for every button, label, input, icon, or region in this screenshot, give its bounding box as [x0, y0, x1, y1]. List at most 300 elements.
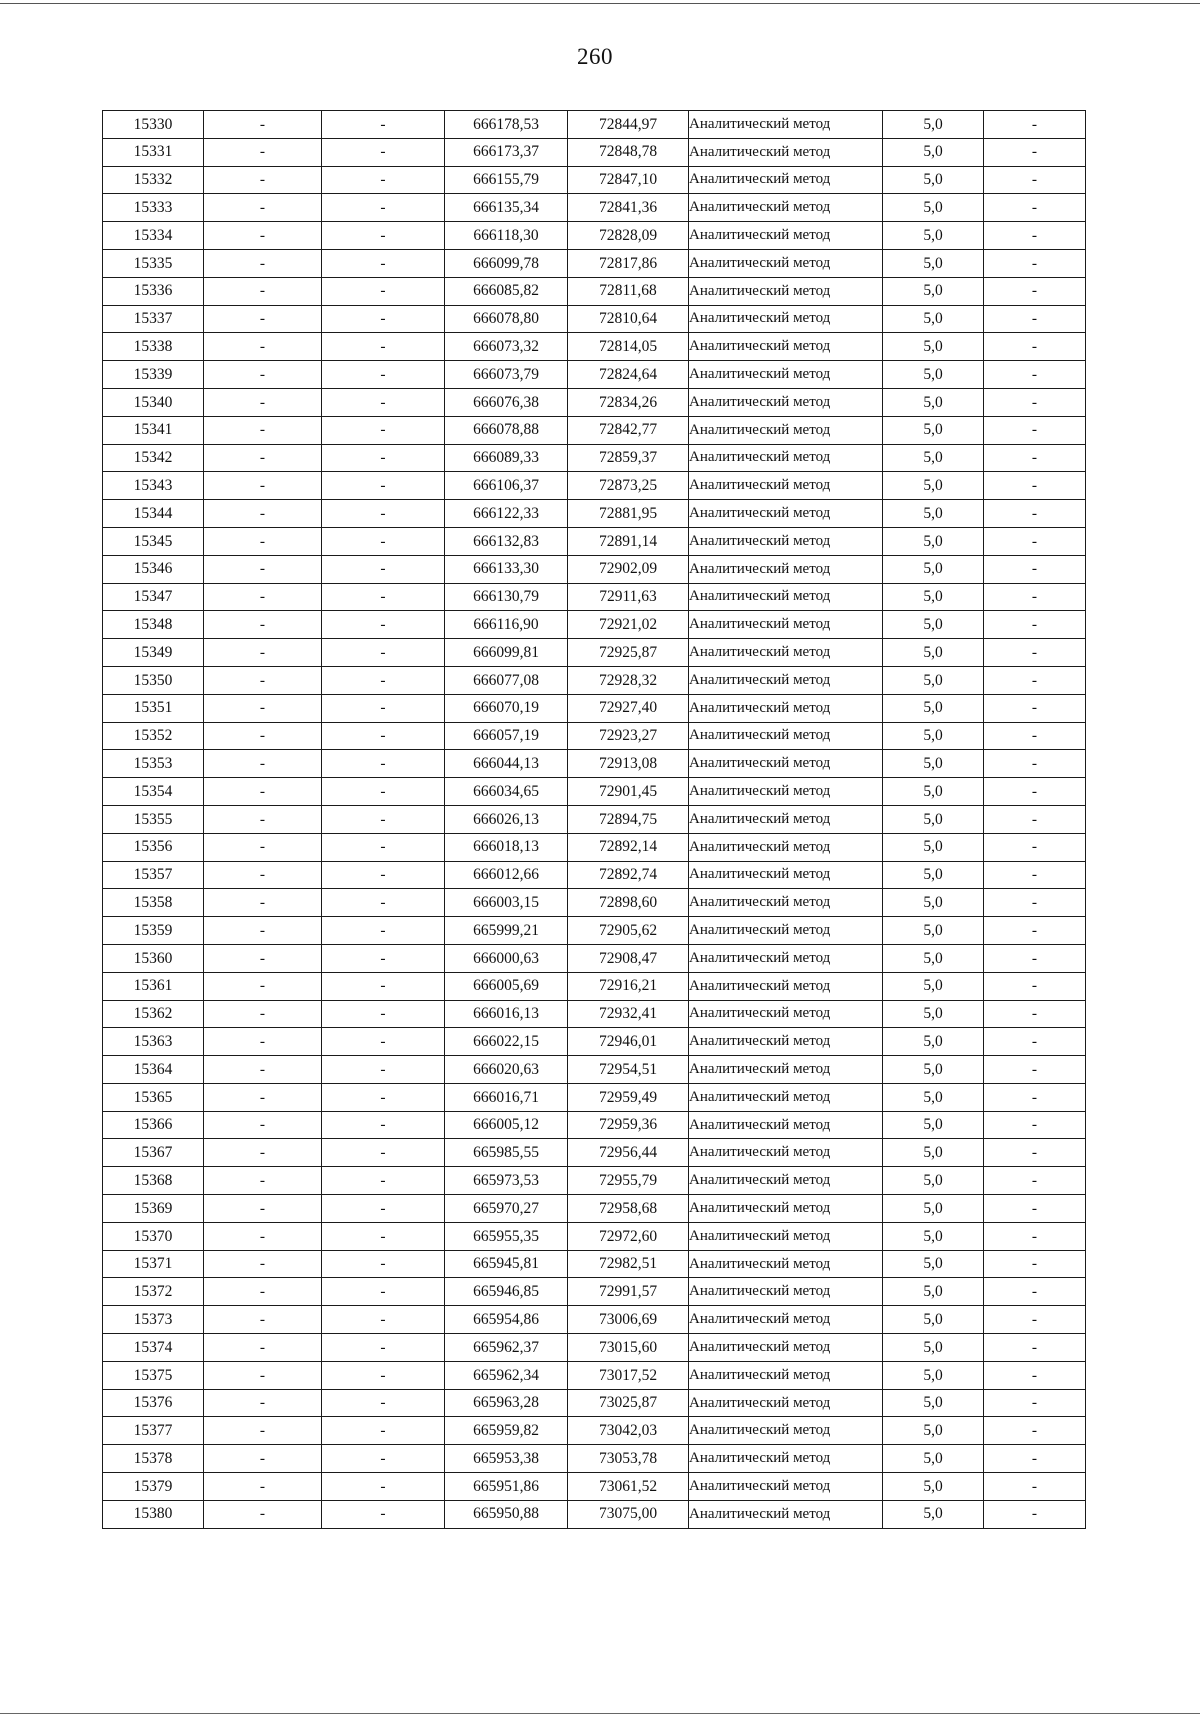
accuracy-cell: 5,0: [883, 361, 984, 389]
accuracy-cell: 5,0: [883, 249, 984, 277]
y-coordinate-cell: 72847,10: [568, 166, 689, 194]
empty-cell: -: [322, 889, 445, 917]
y-coordinate-cell: 72873,25: [568, 472, 689, 500]
x-coordinate-cell: 665985,55: [445, 1139, 568, 1167]
accuracy-cell: 5,0: [883, 1445, 984, 1473]
point-number-cell: 15374: [103, 1334, 204, 1362]
empty-cell: -: [322, 722, 445, 750]
y-coordinate-cell: 72834,26: [568, 388, 689, 416]
empty-cell: -: [984, 750, 1086, 778]
method-cell: Аналитический метод: [689, 500, 883, 528]
accuracy-cell: 5,0: [883, 750, 984, 778]
x-coordinate-cell: 666076,38: [445, 388, 568, 416]
empty-cell: -: [204, 1334, 322, 1362]
x-coordinate-cell: 666005,69: [445, 972, 568, 1000]
y-coordinate-cell: 73017,52: [568, 1361, 689, 1389]
accuracy-cell: 5,0: [883, 1056, 984, 1084]
method-cell: Аналитический метод: [689, 1306, 883, 1334]
empty-cell: -: [984, 166, 1086, 194]
accuracy-cell: 5,0: [883, 694, 984, 722]
table-row: [103, 861, 1086, 889]
empty-cell: -: [984, 1445, 1086, 1473]
y-coordinate-cell: 72911,63: [568, 583, 689, 611]
method-cell: Аналитический метод: [689, 805, 883, 833]
empty-cell: -: [322, 527, 445, 555]
x-coordinate-cell: 666106,37: [445, 472, 568, 500]
y-coordinate-cell: 72923,27: [568, 722, 689, 750]
empty-cell: -: [322, 750, 445, 778]
table-row: [103, 388, 1086, 416]
empty-cell: -: [204, 555, 322, 583]
empty-cell: -: [984, 444, 1086, 472]
method-cell: Аналитический метод: [689, 1500, 883, 1528]
x-coordinate-cell: 666016,71: [445, 1083, 568, 1111]
table-row: [103, 222, 1086, 250]
point-number-cell: 15375: [103, 1361, 204, 1389]
empty-cell: -: [322, 861, 445, 889]
y-coordinate-cell: 72928,32: [568, 666, 689, 694]
y-coordinate-cell: 73006,69: [568, 1306, 689, 1334]
empty-cell: -: [204, 833, 322, 861]
empty-cell: -: [204, 472, 322, 500]
empty-cell: -: [984, 944, 1086, 972]
method-cell: Аналитический метод: [689, 1417, 883, 1445]
y-coordinate-cell: 72844,97: [568, 111, 689, 139]
accuracy-cell: 5,0: [883, 1083, 984, 1111]
method-cell: Аналитический метод: [689, 194, 883, 222]
x-coordinate-cell: 666132,83: [445, 527, 568, 555]
table-row: [103, 1083, 1086, 1111]
table-row: [103, 1445, 1086, 1473]
table-row: [103, 917, 1086, 945]
empty-cell: -: [204, 1278, 322, 1306]
accuracy-cell: 5,0: [883, 333, 984, 361]
empty-cell: -: [204, 1306, 322, 1334]
y-coordinate-cell: 73053,78: [568, 1445, 689, 1473]
empty-cell: -: [984, 416, 1086, 444]
point-number-cell: 15368: [103, 1167, 204, 1195]
x-coordinate-cell: 665950,88: [445, 1500, 568, 1528]
table-row: [103, 194, 1086, 222]
accuracy-cell: 5,0: [883, 388, 984, 416]
empty-cell: -: [204, 500, 322, 528]
point-number-cell: 15343: [103, 472, 204, 500]
point-number-cell: 15344: [103, 500, 204, 528]
empty-cell: -: [204, 972, 322, 1000]
empty-cell: -: [322, 277, 445, 305]
y-coordinate-cell: 72902,09: [568, 555, 689, 583]
y-coordinate-cell: 72811,68: [568, 277, 689, 305]
x-coordinate-cell: 666130,79: [445, 583, 568, 611]
empty-cell: -: [322, 472, 445, 500]
empty-cell: -: [984, 722, 1086, 750]
y-coordinate-cell: 72959,36: [568, 1111, 689, 1139]
empty-cell: -: [322, 1056, 445, 1084]
accuracy-cell: 5,0: [883, 666, 984, 694]
empty-cell: -: [984, 111, 1086, 139]
table-row: [103, 444, 1086, 472]
table-row: [103, 111, 1086, 139]
empty-cell: -: [322, 194, 445, 222]
empty-cell: -: [204, 889, 322, 917]
point-number-cell: 15333: [103, 194, 204, 222]
empty-cell: -: [984, 1417, 1086, 1445]
point-number-cell: 15334: [103, 222, 204, 250]
table-row: [103, 138, 1086, 166]
point-number-cell: 15367: [103, 1139, 204, 1167]
y-coordinate-cell: 72954,51: [568, 1056, 689, 1084]
y-coordinate-cell: 72828,09: [568, 222, 689, 250]
accuracy-cell: 5,0: [883, 583, 984, 611]
x-coordinate-cell: 666118,30: [445, 222, 568, 250]
empty-cell: -: [984, 527, 1086, 555]
x-coordinate-cell: 666085,82: [445, 277, 568, 305]
accuracy-cell: 5,0: [883, 1500, 984, 1528]
accuracy-cell: 5,0: [883, 194, 984, 222]
empty-cell: -: [984, 583, 1086, 611]
table-row: [103, 1473, 1086, 1501]
empty-cell: -: [322, 1167, 445, 1195]
point-number-cell: 15348: [103, 611, 204, 639]
point-number-cell: 15376: [103, 1389, 204, 1417]
point-number-cell: 15330: [103, 111, 204, 139]
point-number-cell: 15352: [103, 722, 204, 750]
empty-cell: -: [322, 138, 445, 166]
x-coordinate-cell: 666078,88: [445, 416, 568, 444]
method-cell: Аналитический метод: [689, 527, 883, 555]
method-cell: Аналитический метод: [689, 1334, 883, 1362]
empty-cell: -: [322, 583, 445, 611]
table-row: [103, 1056, 1086, 1084]
empty-cell: -: [984, 1195, 1086, 1223]
page-number: 260: [577, 44, 613, 69]
table-row: [103, 694, 1086, 722]
empty-cell: -: [204, 639, 322, 667]
empty-cell: -: [984, 1334, 1086, 1362]
method-cell: Аналитический метод: [689, 1445, 883, 1473]
table-row: [103, 527, 1086, 555]
empty-cell: -: [204, 361, 322, 389]
empty-cell: -: [322, 166, 445, 194]
table-row: [103, 833, 1086, 861]
accuracy-cell: 5,0: [883, 1389, 984, 1417]
accuracy-cell: 5,0: [883, 611, 984, 639]
empty-cell: -: [204, 416, 322, 444]
empty-cell: -: [984, 388, 1086, 416]
empty-cell: -: [322, 1028, 445, 1056]
empty-cell: -: [984, 778, 1086, 806]
table-row: [103, 1250, 1086, 1278]
x-coordinate-cell: 666078,80: [445, 305, 568, 333]
x-coordinate-cell: 665954,86: [445, 1306, 568, 1334]
method-cell: Аналитический метод: [689, 694, 883, 722]
empty-cell: -: [322, 833, 445, 861]
method-cell: Аналитический метод: [689, 388, 883, 416]
method-cell: Аналитический метод: [689, 778, 883, 806]
method-cell: Аналитический метод: [689, 305, 883, 333]
empty-cell: -: [322, 361, 445, 389]
x-coordinate-cell: 666026,13: [445, 805, 568, 833]
accuracy-cell: 5,0: [883, 639, 984, 667]
empty-cell: -: [204, 1195, 322, 1223]
empty-cell: -: [322, 1334, 445, 1362]
point-number-cell: 15336: [103, 277, 204, 305]
accuracy-cell: 5,0: [883, 1334, 984, 1362]
y-coordinate-cell: 72841,36: [568, 194, 689, 222]
x-coordinate-cell: 666034,65: [445, 778, 568, 806]
method-cell: Аналитический метод: [689, 889, 883, 917]
x-coordinate-cell: 666073,32: [445, 333, 568, 361]
empty-cell: -: [204, 1222, 322, 1250]
point-number-cell: 15342: [103, 444, 204, 472]
x-coordinate-cell: 666099,78: [445, 249, 568, 277]
accuracy-cell: 5,0: [883, 944, 984, 972]
empty-cell: -: [204, 694, 322, 722]
x-coordinate-cell: 666099,81: [445, 639, 568, 667]
y-coordinate-cell: 72898,60: [568, 889, 689, 917]
table-row: [103, 1389, 1086, 1417]
accuracy-cell: 5,0: [883, 222, 984, 250]
empty-cell: -: [322, 1250, 445, 1278]
table-row: [103, 305, 1086, 333]
empty-cell: -: [984, 1306, 1086, 1334]
point-number-cell: 15355: [103, 805, 204, 833]
table-row: [103, 583, 1086, 611]
x-coordinate-cell: 666089,33: [445, 444, 568, 472]
empty-cell: -: [322, 611, 445, 639]
empty-cell: -: [984, 1222, 1086, 1250]
y-coordinate-cell: 72892,74: [568, 861, 689, 889]
x-coordinate-cell: 666044,13: [445, 750, 568, 778]
y-coordinate-cell: 72916,21: [568, 972, 689, 1000]
table-row: [103, 1334, 1086, 1362]
point-number-cell: 15362: [103, 1000, 204, 1028]
x-coordinate-cell: 665962,37: [445, 1334, 568, 1362]
empty-cell: -: [984, 249, 1086, 277]
table-row: [103, 1417, 1086, 1445]
y-coordinate-cell: 72894,75: [568, 805, 689, 833]
y-coordinate-cell: 72946,01: [568, 1028, 689, 1056]
method-cell: Аналитический метод: [689, 1028, 883, 1056]
method-cell: Аналитический метод: [689, 1195, 883, 1223]
x-coordinate-cell: 666178,53: [445, 111, 568, 139]
accuracy-cell: 5,0: [883, 138, 984, 166]
table-row: [103, 361, 1086, 389]
empty-cell: -: [984, 1250, 1086, 1278]
empty-cell: -: [322, 1361, 445, 1389]
y-coordinate-cell: 72814,05: [568, 333, 689, 361]
accuracy-cell: 5,0: [883, 889, 984, 917]
table-row: [103, 1278, 1086, 1306]
point-number-cell: 15369: [103, 1195, 204, 1223]
empty-cell: -: [984, 611, 1086, 639]
method-cell: Аналитический метод: [689, 277, 883, 305]
empty-cell: -: [204, 722, 322, 750]
point-number-cell: 15370: [103, 1222, 204, 1250]
method-cell: Аналитический метод: [689, 666, 883, 694]
method-cell: Аналитический метод: [689, 861, 883, 889]
method-cell: Аналитический метод: [689, 944, 883, 972]
x-coordinate-cell: 666122,33: [445, 500, 568, 528]
point-number-cell: 15335: [103, 249, 204, 277]
x-coordinate-cell: 666077,08: [445, 666, 568, 694]
table-row: [103, 1222, 1086, 1250]
x-coordinate-cell: 666016,13: [445, 1000, 568, 1028]
x-coordinate-cell: 665973,53: [445, 1167, 568, 1195]
accuracy-cell: 5,0: [883, 166, 984, 194]
accuracy-cell: 5,0: [883, 917, 984, 945]
y-coordinate-cell: 72824,64: [568, 361, 689, 389]
empty-cell: -: [322, 500, 445, 528]
accuracy-cell: 5,0: [883, 805, 984, 833]
table-row: [103, 1028, 1086, 1056]
empty-cell: -: [204, 388, 322, 416]
x-coordinate-cell: 666018,13: [445, 833, 568, 861]
empty-cell: -: [322, 972, 445, 1000]
empty-cell: -: [984, 1389, 1086, 1417]
empty-cell: -: [322, 1389, 445, 1417]
accuracy-cell: 5,0: [883, 305, 984, 333]
x-coordinate-cell: 666155,79: [445, 166, 568, 194]
empty-cell: -: [322, 805, 445, 833]
empty-cell: -: [204, 1389, 322, 1417]
x-coordinate-cell: 665959,82: [445, 1417, 568, 1445]
empty-cell: -: [204, 1250, 322, 1278]
empty-cell: -: [322, 416, 445, 444]
empty-cell: -: [204, 111, 322, 139]
empty-cell: -: [204, 1139, 322, 1167]
empty-cell: -: [204, 222, 322, 250]
empty-cell: -: [984, 666, 1086, 694]
x-coordinate-cell: 665970,27: [445, 1195, 568, 1223]
method-cell: Аналитический метод: [689, 1167, 883, 1195]
table-row: [103, 889, 1086, 917]
point-number-cell: 15360: [103, 944, 204, 972]
point-number-cell: 15377: [103, 1417, 204, 1445]
table-row: [103, 277, 1086, 305]
x-coordinate-cell: 665946,85: [445, 1278, 568, 1306]
table-row: [103, 1139, 1086, 1167]
empty-cell: -: [322, 694, 445, 722]
accuracy-cell: 5,0: [883, 1250, 984, 1278]
y-coordinate-cell: 72959,49: [568, 1083, 689, 1111]
empty-cell: -: [322, 639, 445, 667]
scan-top-edge: [0, 3, 1200, 4]
method-cell: Аналитический метод: [689, 750, 883, 778]
empty-cell: -: [984, 833, 1086, 861]
empty-cell: -: [204, 333, 322, 361]
method-cell: Аналитический метод: [689, 138, 883, 166]
table-row: [103, 1361, 1086, 1389]
method-cell: Аналитический метод: [689, 1083, 883, 1111]
x-coordinate-cell: 666000,63: [445, 944, 568, 972]
point-number-cell: 15340: [103, 388, 204, 416]
x-coordinate-cell: 665953,38: [445, 1445, 568, 1473]
y-coordinate-cell: 72925,87: [568, 639, 689, 667]
empty-cell: -: [322, 555, 445, 583]
point-number-cell: 15371: [103, 1250, 204, 1278]
accuracy-cell: 5,0: [883, 1222, 984, 1250]
table-row: [103, 333, 1086, 361]
empty-cell: -: [204, 1056, 322, 1084]
empty-cell: -: [204, 138, 322, 166]
point-number-cell: 15359: [103, 917, 204, 945]
point-number-cell: 15363: [103, 1028, 204, 1056]
empty-cell: -: [322, 1000, 445, 1028]
y-coordinate-cell: 72913,08: [568, 750, 689, 778]
empty-cell: -: [204, 611, 322, 639]
accuracy-cell: 5,0: [883, 1111, 984, 1139]
point-number-cell: 15331: [103, 138, 204, 166]
empty-cell: -: [322, 1306, 445, 1334]
table-row: [103, 805, 1086, 833]
empty-cell: -: [204, 444, 322, 472]
table-row: [103, 611, 1086, 639]
empty-cell: -: [984, 361, 1086, 389]
empty-cell: -: [204, 861, 322, 889]
point-number-cell: 15354: [103, 778, 204, 806]
empty-cell: -: [204, 166, 322, 194]
x-coordinate-cell: 666012,66: [445, 861, 568, 889]
table-row: [103, 1000, 1086, 1028]
method-cell: Аналитический метод: [689, 111, 883, 139]
accuracy-cell: 5,0: [883, 444, 984, 472]
y-coordinate-cell: 72932,41: [568, 1000, 689, 1028]
method-cell: Аналитический метод: [689, 1056, 883, 1084]
empty-cell: -: [322, 666, 445, 694]
empty-cell: -: [204, 1473, 322, 1501]
table-row: [103, 778, 1086, 806]
point-number-cell: 15356: [103, 833, 204, 861]
empty-cell: -: [322, 1417, 445, 1445]
empty-cell: -: [984, 1167, 1086, 1195]
accuracy-cell: 5,0: [883, 1028, 984, 1056]
empty-cell: -: [322, 444, 445, 472]
accuracy-cell: 5,0: [883, 472, 984, 500]
x-coordinate-cell: 666022,15: [445, 1028, 568, 1056]
point-number-cell: 15366: [103, 1111, 204, 1139]
empty-cell: -: [984, 1028, 1086, 1056]
x-coordinate-cell: 666005,12: [445, 1111, 568, 1139]
y-coordinate-cell: 72859,37: [568, 444, 689, 472]
empty-cell: -: [984, 639, 1086, 667]
accuracy-cell: 5,0: [883, 416, 984, 444]
empty-cell: -: [984, 861, 1086, 889]
empty-cell: -: [204, 1028, 322, 1056]
method-cell: Аналитический метод: [689, 166, 883, 194]
accuracy-cell: 5,0: [883, 1306, 984, 1334]
empty-cell: -: [322, 778, 445, 806]
empty-cell: -: [984, 1473, 1086, 1501]
y-coordinate-cell: 72892,14: [568, 833, 689, 861]
method-cell: Аналитический метод: [689, 639, 883, 667]
method-cell: Аналитический метод: [689, 722, 883, 750]
empty-cell: -: [204, 778, 322, 806]
empty-cell: -: [204, 1083, 322, 1111]
empty-cell: -: [204, 805, 322, 833]
point-number-cell: 15357: [103, 861, 204, 889]
x-coordinate-cell: 666057,19: [445, 722, 568, 750]
empty-cell: -: [204, 1500, 322, 1528]
method-cell: Аналитический метод: [689, 333, 883, 361]
method-cell: Аналитический метод: [689, 1250, 883, 1278]
empty-cell: -: [984, 1111, 1086, 1139]
empty-cell: -: [984, 138, 1086, 166]
y-coordinate-cell: 72908,47: [568, 944, 689, 972]
table-row: [103, 166, 1086, 194]
empty-cell: -: [204, 750, 322, 778]
x-coordinate-cell: 666073,79: [445, 361, 568, 389]
